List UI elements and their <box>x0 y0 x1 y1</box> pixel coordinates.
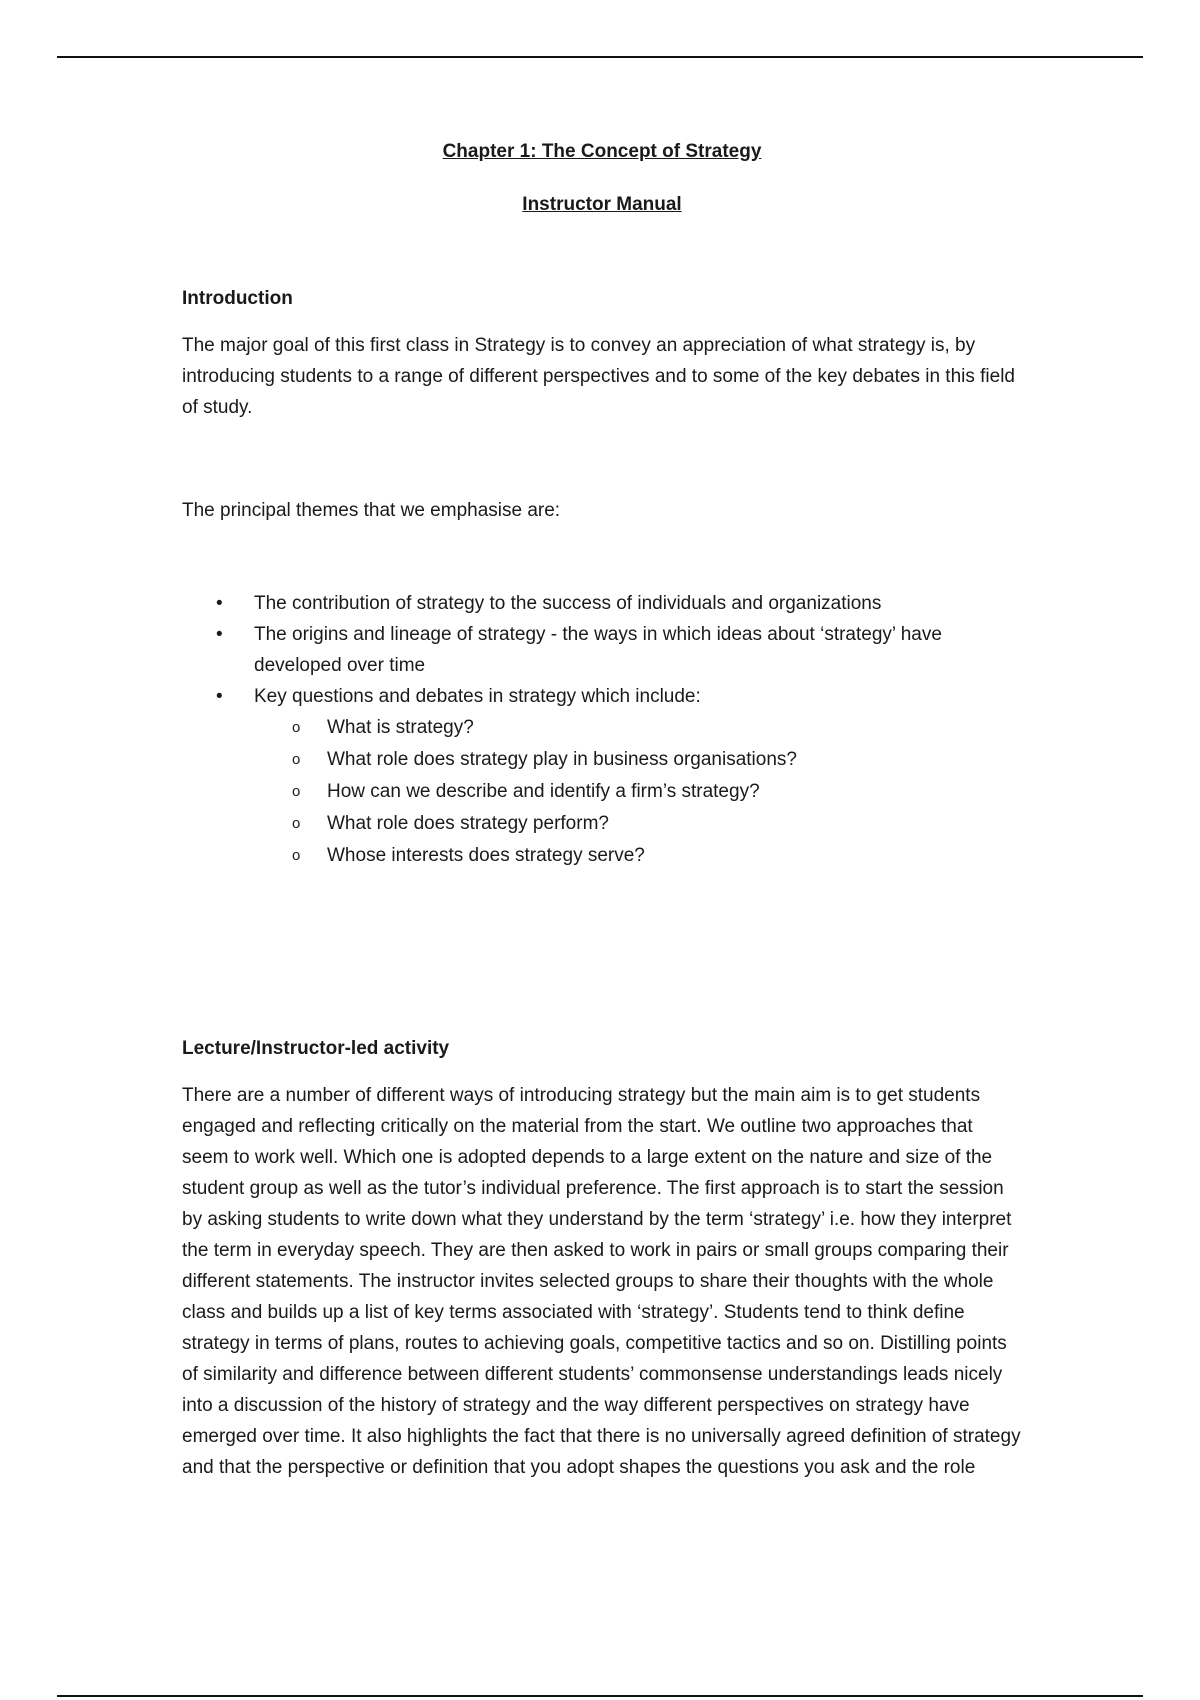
introduction-paragraph: The major goal of this first class in Strategy is to convey an appreciation of what strategy is, by introducing students to a range of different perspectives and to some of the key debates in this field of study. <box>182 335 1015 418</box>
list-item <box>182 776 1022 808</box>
circle-bullet-icon: o <box>292 751 301 768</box>
theme-text: Key questions and debates in strategy which include: <box>254 686 701 707</box>
themes-lead: The principal themes that we emphasise are: <box>182 500 561 521</box>
bullet-icon: • <box>216 593 223 614</box>
list-item <box>182 588 1022 619</box>
list-item <box>182 681 1022 872</box>
lecture-paragraph: There are a number of different ways of introducing strategy but the main aim is to get students engaged and reflecting critically on the material from the start. We outline two approaches that seem to work well. Which one is adopted depends to a large extent on the nature and size of the student group as well as the tutor’s individual preference. The first approach is to start the session by asking students to write down what they understand by the term ‘strategy’ i.e. how they interpret the term in everyday speech. They are then asked to work in pairs or small groups comparing their different statements. The instructor invites selected groups to share their thoughts with the whole class and builds up a list of key terms associated with ‘strategy’. Students tend to think define strategy in terms of plans, routes to achieving goals, competitive tactics and so on. Distilling points of similarity and difference between different students’ commonsense understandings leads nicely into a discussion of the history of strategy and the way different perspectives on strategy have emerged over time. It also highlights the fact that there is no universally agreed definition of strategy and that the perspective or definition that you adopt shapes the questions you ask and the role <box>182 1085 1021 1478</box>
list-item <box>182 712 1022 744</box>
list-item <box>182 808 1022 840</box>
circle-bullet-icon: o <box>292 719 301 736</box>
circle-bullet-icon: o <box>292 815 301 832</box>
questions-list <box>254 712 1022 872</box>
theme-text: The origins and lineage of strategy - the ways in which ideas about ‘strategy’ have developed over time <box>254 624 942 676</box>
bottom-rule <box>57 1695 1143 1697</box>
list-item <box>182 840 1022 872</box>
list-item <box>182 619 1022 681</box>
document-page <box>182 140 1022 1483</box>
chapter-title: Chapter 1: The Concept of Strategy <box>442 141 762 162</box>
manual-subtitle: Instructor Manual <box>522 194 682 215</box>
list-item <box>182 744 1022 776</box>
question-text: What role does strategy perform? <box>327 813 609 834</box>
question-text: Whose interests does strategy serve? <box>327 845 645 866</box>
themes-list <box>182 588 1022 872</box>
circle-bullet-icon: o <box>292 847 301 864</box>
question-text: How can we describe and identify a firm’s strategy? <box>327 781 760 802</box>
theme-text: The contribution of strategy to the success of individuals and organizations <box>254 593 882 614</box>
bullet-icon: • <box>216 686 223 707</box>
lecture-heading: Lecture/Instructor-led activity <box>182 1038 450 1059</box>
introduction-heading: Introduction <box>182 288 293 309</box>
question-text: What is strategy? <box>327 717 474 738</box>
top-rule <box>57 56 1143 58</box>
question-text: What role does strategy play in business organisations? <box>327 749 797 770</box>
bullet-icon: • <box>216 624 223 645</box>
circle-bullet-icon: o <box>292 783 301 800</box>
